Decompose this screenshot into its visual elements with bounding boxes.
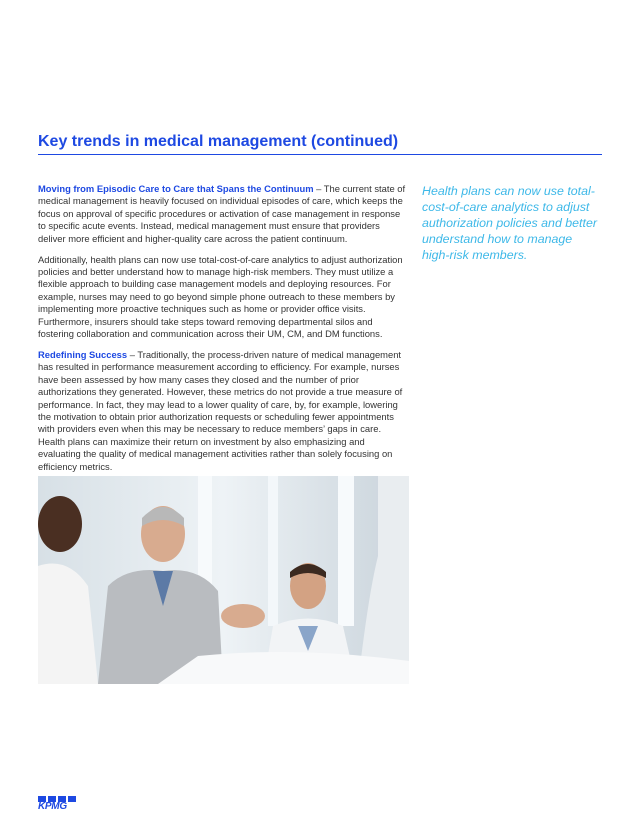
kpmg-logo — [38, 796, 78, 812]
paragraph-episodic-care — [38, 183, 410, 245]
paragraph-text: – Traditionally, the process-driven nature of medical management has resulted in performance measurement according to efficiency. For example, nurses have been assessed by how many cases they closed and the number of prior authorizations they generated. However, these metrics do not provide a true measure of performance. In fact, they may lead to a lower quality of care, by, for example, lowering the motivation to obtain prior authorization requests or scheduling fewer appointments with providers even when this may be necessary to reduce members’ gaps in care. Health plans can maximize their return on investment by also emphasizing and evaluating the quality of medical management activities rather than solely focusing on efficiency metrics. — [38, 348, 403, 472]
heading-title: Key trends in medical management — [38, 133, 307, 150]
pull-quote: Health plans can now use total-cost-of-care analytics to adjust authorization policies and better understand how to manage high-risk members. — [422, 184, 597, 262]
page-heading — [38, 132, 600, 152]
kpmg-logo-text: KPMG — [38, 801, 67, 812]
paragraph-text: Additionally, health plans can now use total-cost-of-care analytics to adjust authorization policies and better understand how to manage high-risk members. They must utilize a flexible approach to building case management models and deploying resources. For example, nurses may need to go beyond simple phone outreach to these members by implementing more proactive techniques such as home or provider office visits. Furthermore, insurers should take steps toward removing departmental silos and fostering collaboration and communication across their UM, CM, and DM functions. — [38, 253, 403, 339]
heading-suffix: (continued) — [310, 133, 399, 150]
doctors-meeting-photo — [38, 476, 409, 684]
heading-rule — [38, 154, 602, 155]
paragraph-redefining-success — [38, 349, 410, 473]
body-column — [38, 183, 410, 481]
paragraph-lead: Redefining Success — [38, 348, 128, 360]
paragraph-lead: Moving from Episodic Care to Care that Spans the Continuum — [38, 183, 314, 194]
paragraph-additionally — [38, 254, 410, 341]
paragraph-text: – The current state of medical management is heavily focused on individual episodes of care, which keeps the focus on approval of specific procedures or activation of case management in response to specific acute events. Instead, medical management must ensure that providers deliver more efficient and higher-quality care across the patient continuum. — [38, 183, 406, 244]
